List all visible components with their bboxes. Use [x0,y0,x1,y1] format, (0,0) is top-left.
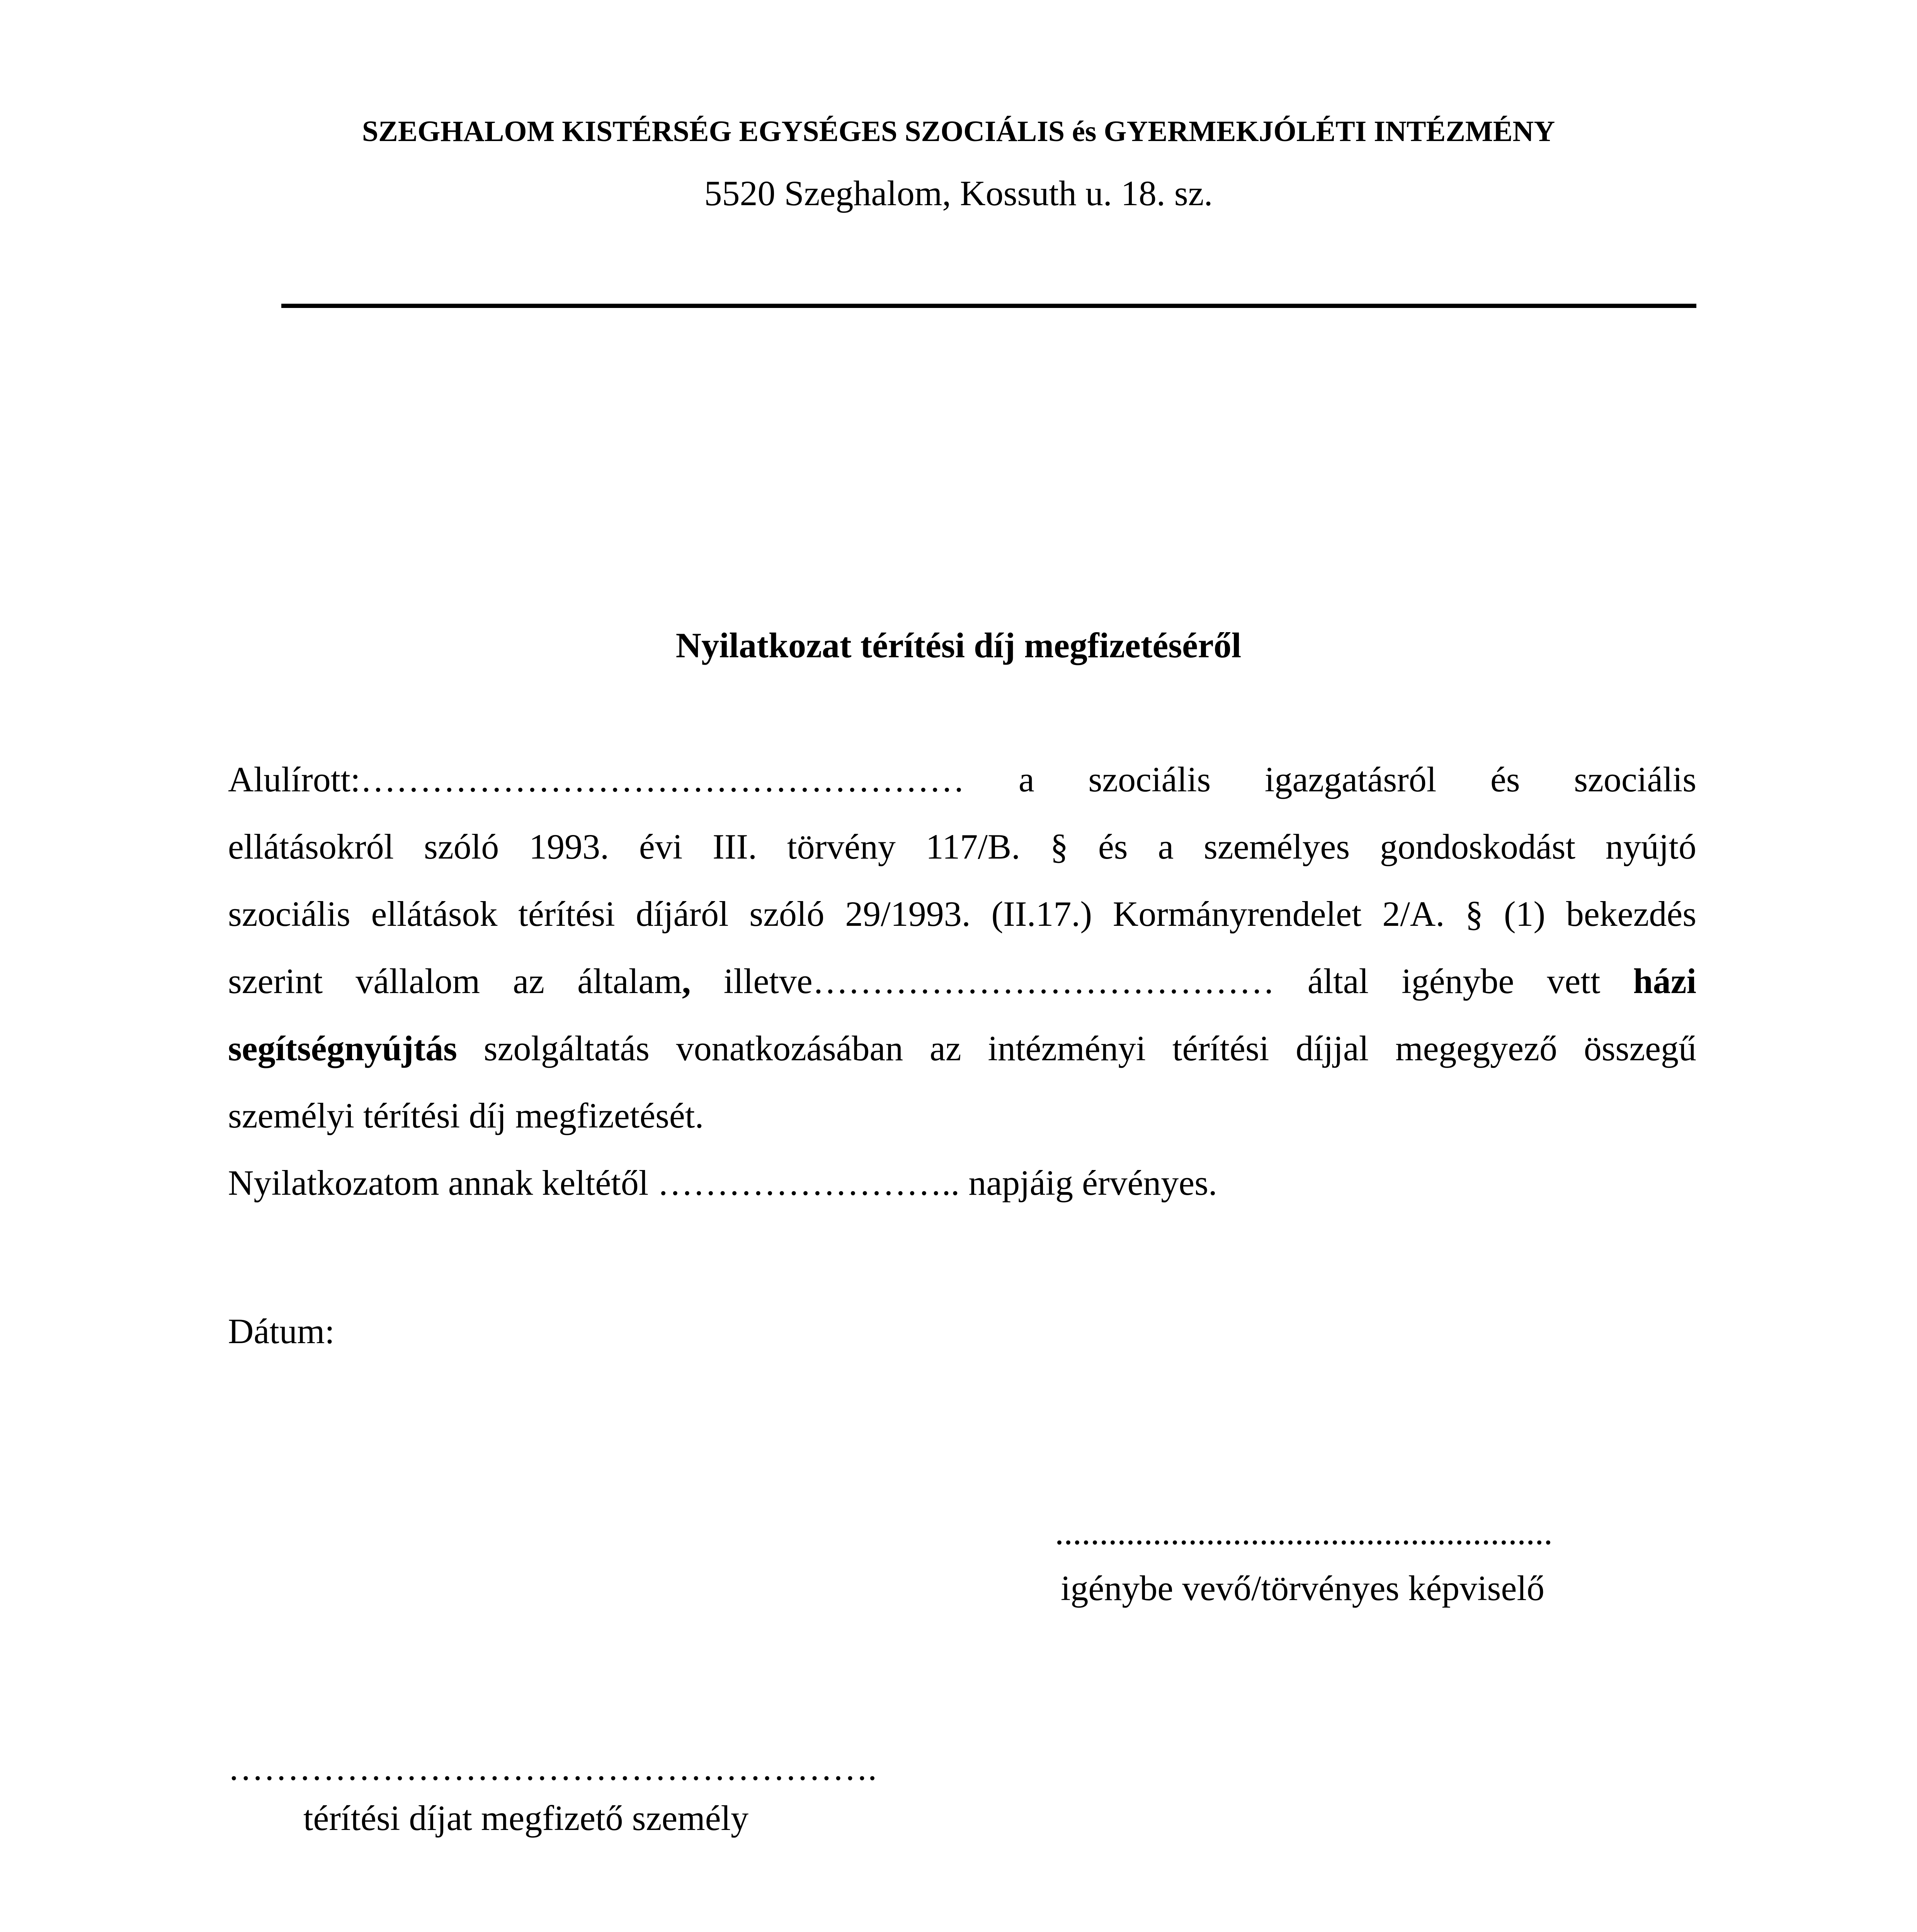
body-line-5-text: szolgáltatás vonatkozásában az intézményi térítési díjjal megegyező összegű [457,1029,1696,1068]
service-name-part-2: segítségnyújtás [228,1029,457,1068]
payer-signature-label: térítési díjat megfizető személy [303,1798,749,1838]
body-line-4-text: szerint vállalom az általam [228,961,682,1001]
body-line-1: Alulírott:…………………………………………… a szociális igazgatásról és szociális [228,760,1696,799]
header-divider [281,304,1696,308]
body-line-3: szociális ellátások térítési díjáról szóló 29/1993. (II.17.) Kormányrendelet 2/A. § (1) bekezdés [228,894,1696,934]
date-label: Dátum: [228,1311,335,1351]
body-line-6: személyi térítési díj megfizetését. [228,1096,704,1135]
representative-signature-label: igénybe vevő/törvényes képviselő [1061,1568,1544,1608]
body-line-5 [228,1015,1696,1082]
payer-signature-line: ………………………………………………. [228,1748,877,1787]
body-line-2: ellátásokról szóló 1993. évi III. törvény 117/B. § és a személyes gondoskodást nyújtó [228,827,1696,866]
body-line-4-comma: , [682,961,691,1001]
body-line-4 [228,947,1696,1015]
service-name-part-1: házi [1633,961,1696,1001]
body-line-4-text-b: illetve………………………………… által igénybe vett [691,961,1633,1001]
validity-line: Nyilatkozatom annak keltétől …………………….. napjáig érvényes. [228,1163,1218,1202]
document-title: Nyilatkozat térítési díj megfizetéséről [675,626,1242,665]
declaration-body [228,746,1696,1216]
organization-address: 5520 Szeghalom, Kossuth u. 18. sz. [704,173,1213,213]
representative-signature-line: ........................................................ [1055,1512,1553,1552]
organization-name: SZEGHALOM KISTÉRSÉG EGYSÉGES SZOCIÁLIS és GYERMEKJÓLÉTI INTÉZMÉNY [362,115,1555,148]
